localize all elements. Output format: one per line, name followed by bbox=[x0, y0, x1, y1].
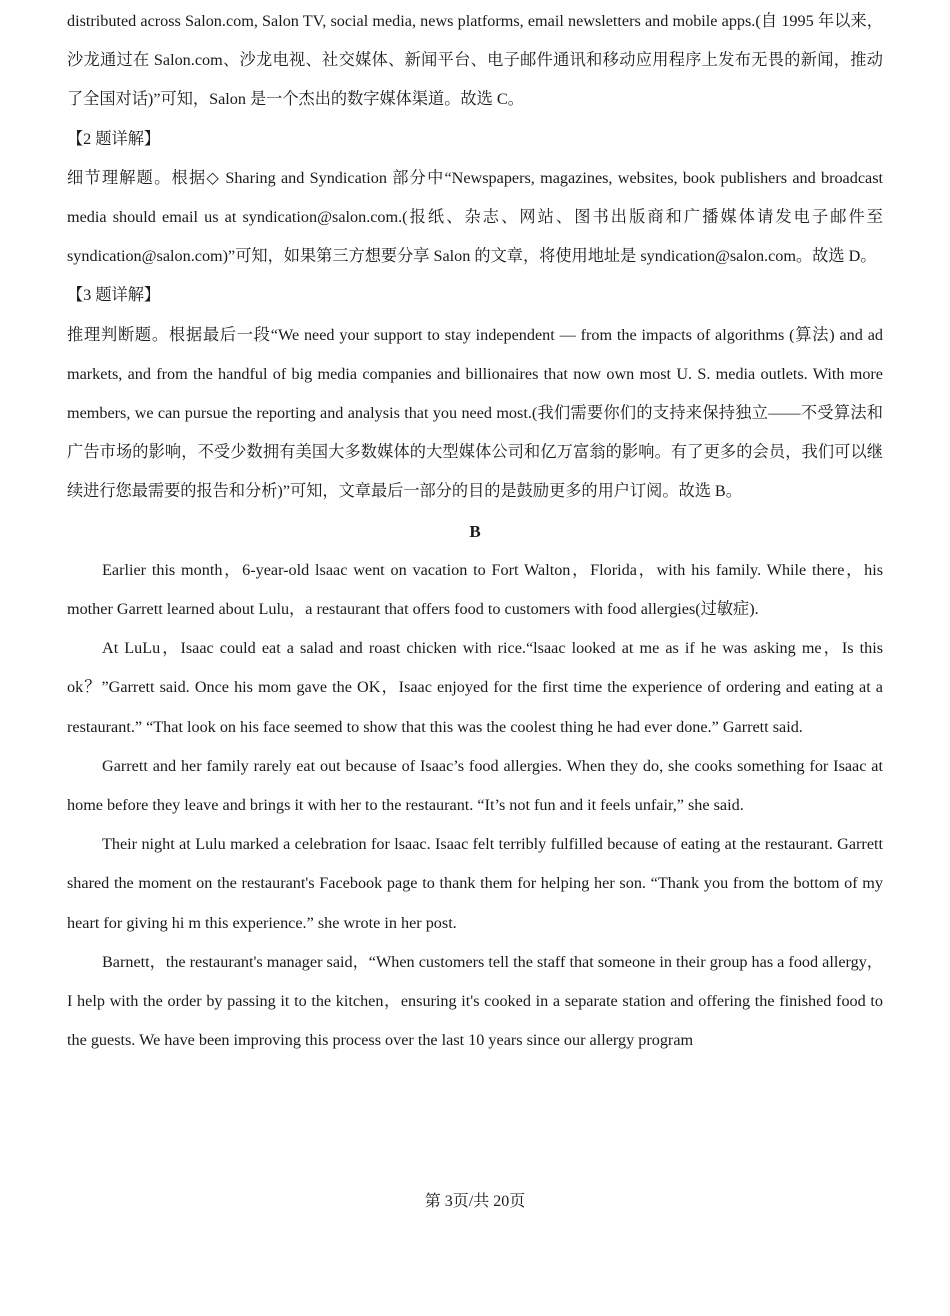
page-number-footer: 第 3页/共 20页 bbox=[424, 1193, 526, 1210]
passage-b-paragraph: Their night at Lulu marked a celebration for lsaac. Isaac felt terribly fulfilled because of eating at the restaurant. Garrett shared the moment on the restaurant's Facebook page to thank them for helping her son. “Thank you from the bottom of my heart for giving hi m this experience.” she wrote in her post. bbox=[67, 835, 883, 932]
q1-explanation-tail: distributed across Salon.com, Salon TV, social media, news platforms, email newsletters and mobile apps.(自 1995 年以来，沙龙通过在 Salon.com、沙龙电视、社交媒体、新闻平台、电子邮件通讯和移动应用程序上发布无畏的新闻，推动了全国对话)”可知，Salon 是一个杰出的数字媒体渠道。故选 C。 bbox=[67, 12, 883, 109]
q2-heading: 【2 题详解】 bbox=[67, 129, 161, 148]
q3-heading: 【3 题详解】 bbox=[67, 286, 161, 305]
q3-explanation: 推理判断题。根据最后一段“We need your support to stay independent — from the impacts of algorithms (算法) and ad markets, and from the handful of big media companies and billionaires that now own most U. S. media outlets. With more members, we can pursue the reporting and analysis that you need most.(我们需要你们的支持来保持独立——不受算法和广告市场的影响，不受少数拥有美国大多数媒体的大型媒体公司和亿万富翁的影响。有了更多的会员，我们可以继续进行您最需要的报告和分析)”可知，文章最后一部分的目的是鼓励更多的用户订阅。故选 B。 bbox=[67, 325, 883, 501]
passage-b-paragraph: Garrett and her family rarely eat out because of Isaac’s food allergies. When they do, she cooks something for Isaac at home before they leave and brings it with her to the restaurant. “It’s not fun and it feels unfair,” she said. bbox=[67, 756, 883, 815]
q2-explanation: 细节理解题。根据◇ Sharing and Syndication 部分中“Newspapers, magazines, websites, book publishers and broadcast media should email us at syndication@salon.com.(报纸、杂志、网站、图书出版商和广播媒体请发电子邮件至 syndication@salon.com)”可知，如果第三方想要分享 Salon 的文章，将使用地址是 syndication@salon.com。故选 D。 bbox=[67, 168, 883, 266]
passage-b-paragraph: Earlier this month，6-year-old lsaac went on vacation to Fort Walton，Florida，with his family. While there，his mother Garrett learned about Lulu，a restaurant that offers food to customers with food allergies(过敏症). bbox=[67, 560, 883, 619]
section-b-title: B bbox=[469, 521, 481, 541]
passage-b-paragraph: At LuLu，Isaac could eat a salad and roast chicken with rice.“lsaac looked at me as if he was asking me，Is this ok？”Garrett said. Once his mom gave the OK，Isaac enjoyed for the first time the experience of ordering and eating at a restaurant.” “That look on his face seemed to show that this was the coolest thing he had ever done.” Garrett said. bbox=[67, 639, 883, 736]
document-page bbox=[67, 2, 883, 1060]
passage-b-paragraph: Barnett，the restaurant's manager said，“When customers tell the staff that someone in their group has a food allergy，I help with the order by passing it to the kitchen，ensuring it's cooked in a separate station and offering the finished food to the guests. We have been improving this process over the last 10 years since our allergy program bbox=[67, 952, 883, 1050]
